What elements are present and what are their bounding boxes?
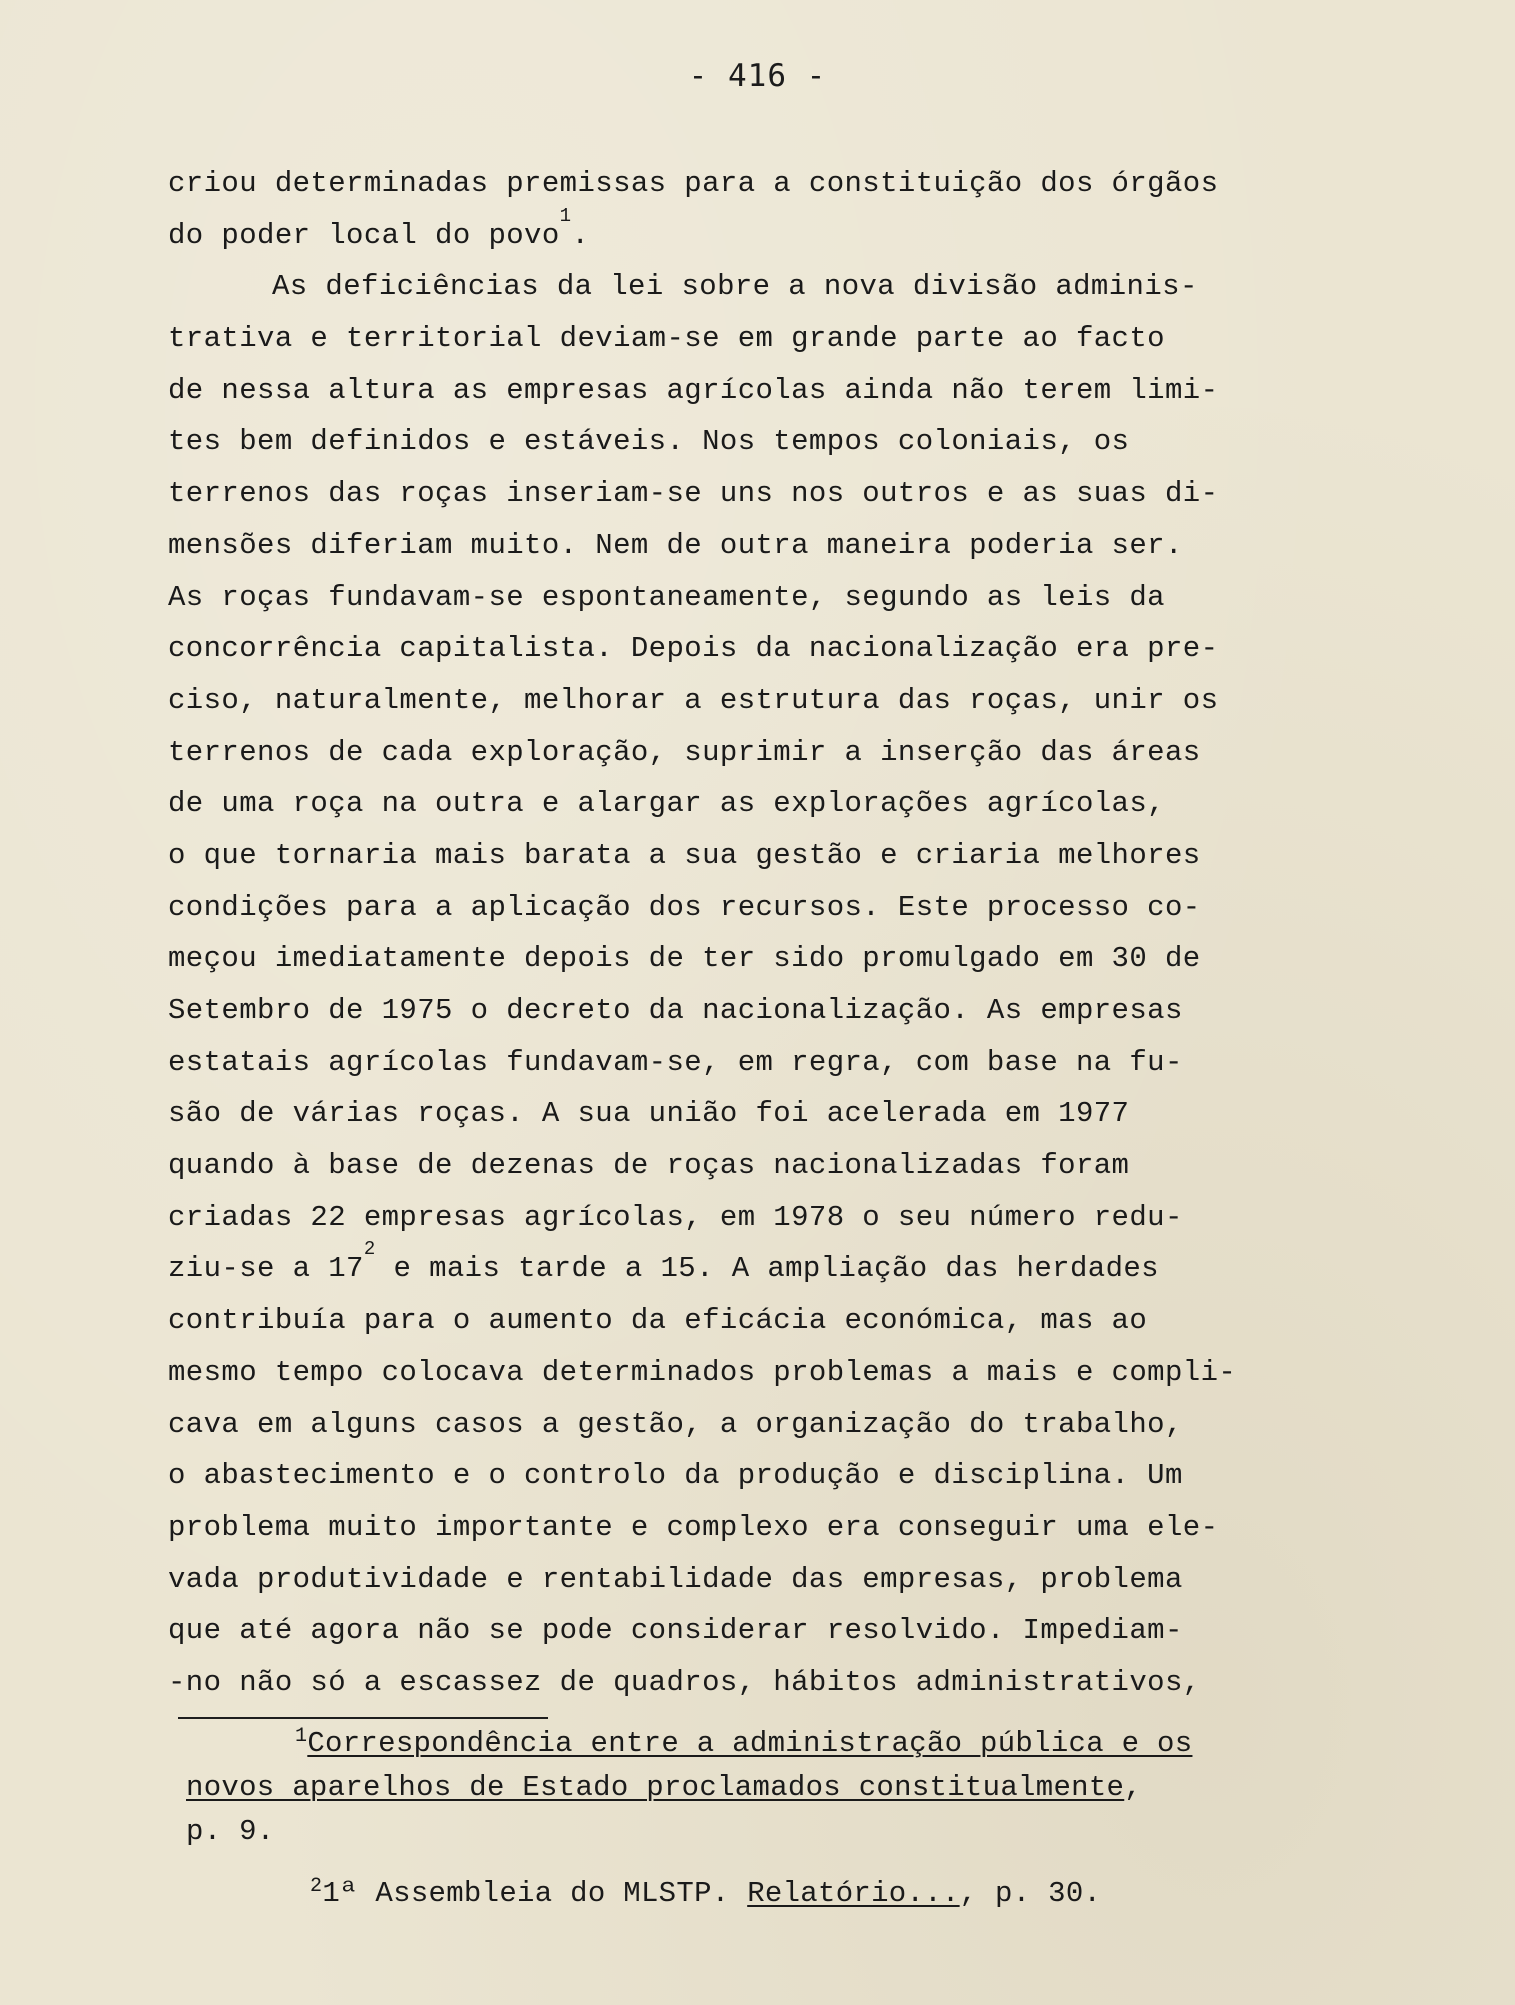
text-line: condições para a aplicação dos recursos. Este processo co- — [168, 890, 1201, 924]
text-line: terrenos das roças inseriam-se uns nos outros e as suas di- — [168, 477, 1219, 511]
text-line: o que tornaria mais barata a sua gestão e criaria melhores — [168, 838, 1201, 872]
text-line: cava em alguns casos a gestão, a organização do trabalho, — [168, 1407, 1183, 1441]
footnotes — [186, 1722, 1426, 1916]
footnote-2 — [186, 1872, 1426, 1916]
text-line: mensões diferiam muito. Nem de outra maneira poderia ser. — [168, 528, 1183, 562]
footnote-ref: 2 — [363, 1238, 376, 1261]
text-fragment: do poder local do povo — [168, 218, 560, 252]
text-line — [168, 1238, 1430, 1295]
text-line: terrenos de cada exploração, suprimir a inserção das áreas — [168, 735, 1201, 769]
text-line: são de várias roças. A sua união foi acelerada em 1977 — [168, 1097, 1130, 1131]
body-text — [168, 158, 1430, 1709]
text-line: trativa e territorial deviam-se em grande parte ao facto — [168, 322, 1165, 356]
text-line: criadas 22 empresas agrícolas, em 1978 o seu número redu- — [168, 1200, 1183, 1234]
footnote-title: Correspondência entre a administração pública e os — [307, 1727, 1193, 1760]
footnote-ref: 1 — [559, 204, 572, 227]
footnote-title: Relatório... — [747, 1877, 960, 1910]
footnote-mark: 1 — [295, 1725, 308, 1748]
text-line: que até agora não se pode considerar resolvido. Impediam- — [168, 1614, 1183, 1648]
footnote-mark: 2 — [310, 1875, 323, 1898]
text-line: Setembro de 1975 o decreto da nacionalização. As empresas — [168, 994, 1183, 1027]
text-line: contribuía para o aumento da eficácia económica, mas ao — [168, 1304, 1148, 1338]
text-fragment: e mais tarde a 15. A ampliação das herdades — [375, 1252, 1159, 1286]
footnote-separator — [178, 1717, 548, 1719]
text-line: quando à base de dezenas de roças nacionalizadas foram — [168, 1149, 1130, 1183]
text-line: -no não só a escassez de quadros, hábitos administrativos, — [168, 1665, 1201, 1699]
footnote-title: novos aparelhos de Estado proclamados constitualmente — [186, 1771, 1125, 1804]
text-line: tes bem definidos e estáveis. Nos tempos coloniais, os — [168, 425, 1130, 459]
text-line: meçou imediatamente depois de ter sido promulgado em 30 de — [168, 942, 1201, 976]
text-line — [168, 204, 1430, 262]
text-line: mesmo tempo colocava determinados problemas a mais e compli- — [168, 1355, 1237, 1389]
text-fragment: ziu-se a 17 — [168, 1252, 364, 1286]
footnote-1-cont — [186, 1766, 1426, 1810]
text-fragment: 1ª Assembleia do MLSTP. — [322, 1877, 748, 1910]
text-line: As roças fundavam-se espontaneamente, segundo as leis da — [168, 580, 1165, 614]
text-line: o abastecimento e o controlo da produção e disciplina. Um — [168, 1459, 1183, 1493]
footnote-1 — [186, 1722, 1426, 1766]
text-line: estatais agrícolas fundavam-se, em regra, com base na fu- — [168, 1045, 1183, 1079]
text-fragment: , p. 30. — [959, 1877, 1102, 1910]
text-line: problema muito importante e complexo era conseguir uma ele- — [168, 1510, 1219, 1544]
footnote-1-page: p. 9. — [186, 1815, 275, 1848]
text-fragment: , — [1124, 1771, 1142, 1804]
text-line: ciso, naturalmente, melhorar a estrutura das roças, unir os — [168, 683, 1219, 717]
text-line: de uma roça na outra e alargar as explorações agrícolas, — [168, 787, 1165, 821]
text-fragment: . — [571, 218, 590, 252]
text-line: vada produtividade e rentabilidade das empresas, problema — [168, 1562, 1183, 1596]
text-line: de nessa altura as empresas agrícolas ainda não terem limi- — [168, 373, 1219, 407]
page-number: - 416 - — [688, 58, 827, 94]
text-line: As deficiências da lei sobre a nova divisão adminis- — [272, 270, 1198, 304]
text-line: concorrência capitalista. Depois da nacionalização era pre- — [168, 632, 1219, 666]
text-line: criou determinadas premissas para a constituição dos órgãos — [168, 167, 1219, 200]
